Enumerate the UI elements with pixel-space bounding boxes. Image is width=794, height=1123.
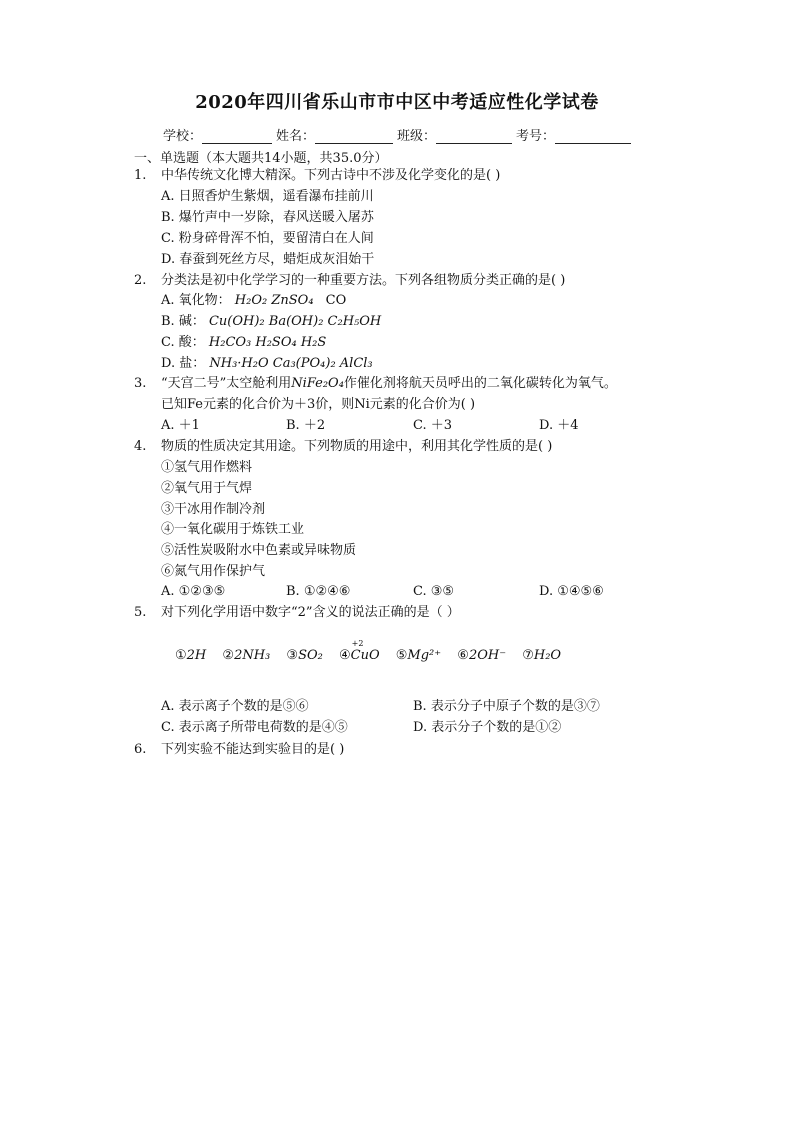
class-label: 班级：: [397, 129, 437, 144]
chem-item: [286, 648, 322, 663]
list-item: ①氢气用作燃料: [161, 460, 253, 475]
formula: H₂CO₃ H₂SO₄ H₂S: [208, 335, 327, 350]
chem-item: [396, 648, 441, 663]
exam-no-field[interactable]: [555, 131, 631, 144]
option-c[interactable]: C. ＋3: [413, 418, 453, 433]
question-stem: 下列实验不能达到实验目的是( ): [161, 742, 345, 757]
circled-number: ④: [338, 648, 351, 663]
option-a[interactable]: [161, 293, 346, 309]
stem-text: “天宫二号”太空舱利用: [161, 376, 292, 391]
formula: Mg²⁺: [407, 648, 442, 663]
option-c[interactable]: C. ③⑤: [413, 584, 455, 599]
list-item: ④一氧化碳用于炼铁工业: [161, 522, 305, 537]
formula: NiFe₂O₄: [291, 376, 344, 391]
question-number: 2.: [134, 273, 147, 288]
question-stem: 中华传统文化博大精深。下列古诗中不涉及化学变化的是( ): [161, 168, 501, 183]
question-stem: 物质的性质决定其用途。下列物质的用途中，利用其化学性质的是( ): [161, 439, 553, 454]
list-item: ⑥氮气用作保护气: [161, 564, 266, 579]
option-label: A. 氧化物：: [161, 293, 231, 308]
circled-number: ⑥: [457, 648, 469, 663]
formula-with-valence: [350, 639, 380, 663]
option-d[interactable]: D. ①④⑤⑥: [539, 584, 604, 599]
chem-item: [222, 648, 270, 663]
option-c[interactable]: C. 表示离子所带电荷数的是④⑤: [161, 720, 348, 735]
question-number: 5.: [134, 605, 147, 620]
question-number: 3.: [134, 376, 147, 391]
formula: 2NH₃: [234, 648, 271, 663]
list-item: ②氧气用于气焊: [161, 481, 253, 496]
question-stem: 对下列化学用语中数字“2”含义的说法正确的是（ ）: [161, 605, 460, 620]
option-d[interactable]: D. 春蚕到死丝方尽，蜡炬成灰泪始干: [161, 252, 375, 267]
student-info-line: [163, 125, 635, 144]
option-b[interactable]: B. ①②④⑥: [286, 584, 351, 599]
circled-number: ⑦: [522, 648, 534, 663]
formula: H₂O: [533, 648, 562, 663]
school-field[interactable]: [202, 131, 272, 144]
stem-text: 作催化剂将航天员呼出的二氧化碳转化为氧气。: [343, 376, 617, 391]
formula: 2OH⁻: [468, 648, 507, 663]
name-field[interactable]: [315, 131, 393, 144]
option-a[interactable]: A. 日照香炉生紫烟，遥看瀑布挂前川: [161, 189, 374, 204]
option-a[interactable]: A. 表示离子个数的是⑤⑥: [161, 699, 309, 714]
question-number: 1.: [134, 168, 147, 183]
chem-item: [175, 648, 206, 663]
page-title: 2020年四川省乐山市市中区中考适应性化学试卷: [195, 92, 599, 113]
option-label: D. 盐：: [161, 356, 206, 371]
option-d[interactable]: D. ＋4: [539, 418, 579, 433]
formula: Cu(OH)₂ Ba(OH)₂ C₂H₅OH: [208, 314, 382, 329]
valence: +2: [351, 639, 364, 648]
option-b[interactable]: B. 表示分子中原子个数的是③⑦: [413, 699, 600, 714]
question-number: 4.: [134, 439, 147, 454]
formula: NH₃·H₂O Ca₃(PO₄)₂ AlCl₃: [209, 356, 373, 371]
list-item: ③干冰用作制冷剂: [161, 502, 266, 517]
section-heading: 一、单选题（本大题共14小题，共35.0分）: [134, 151, 388, 166]
chem-item: [457, 648, 506, 663]
option-a[interactable]: A. ＋1: [161, 418, 200, 433]
circled-number: ③: [286, 648, 299, 663]
chem-item: [338, 639, 380, 663]
option-b[interactable]: B. 爆竹声中一岁除，春风送暖入屠苏: [161, 210, 374, 225]
question-number: 6.: [134, 742, 147, 757]
question-stem: [161, 376, 617, 392]
circled-number: ②: [222, 648, 235, 663]
formula: SO₂: [298, 648, 323, 663]
chem-item: [522, 648, 561, 663]
formula-plain: CO: [325, 293, 347, 308]
formula: CuO: [350, 648, 380, 663]
formula: 2H: [186, 648, 207, 663]
option-d[interactable]: D. 表示分子个数的是①②: [413, 720, 562, 735]
formula: H₂O₂ ZnSO₄: [234, 293, 314, 308]
option-b[interactable]: B. ＋2: [286, 418, 326, 433]
option-d[interactable]: [161, 356, 373, 372]
option-c[interactable]: C. 粉身碎骨浑不怕，要留清白在人间: [161, 231, 374, 246]
chem-expressions: [175, 639, 573, 663]
circled-number: ①: [175, 648, 187, 663]
list-item: ⑤活性炭吸附水中色素或异味物质: [161, 543, 357, 558]
question-stem: 分类法是初中化学学习的一种重要方法。下列各组物质分类正确的是( ): [161, 273, 566, 288]
school-label: 学校：: [163, 129, 203, 144]
circled-number: ⑤: [395, 648, 408, 663]
question-stem-line2: 已知Fe元素的化合价为＋3价，则Ni元素的化合价为( ): [161, 397, 476, 412]
option-label: C. 酸：: [161, 335, 205, 350]
exam-no-label: 考号：: [516, 129, 556, 144]
option-c[interactable]: [161, 335, 326, 351]
option-label: B. 碱：: [161, 314, 205, 329]
class-field[interactable]: [436, 131, 512, 144]
option-b[interactable]: [161, 314, 381, 330]
name-label: 姓名：: [276, 129, 316, 144]
option-a[interactable]: A. ①②③⑤: [161, 584, 226, 599]
